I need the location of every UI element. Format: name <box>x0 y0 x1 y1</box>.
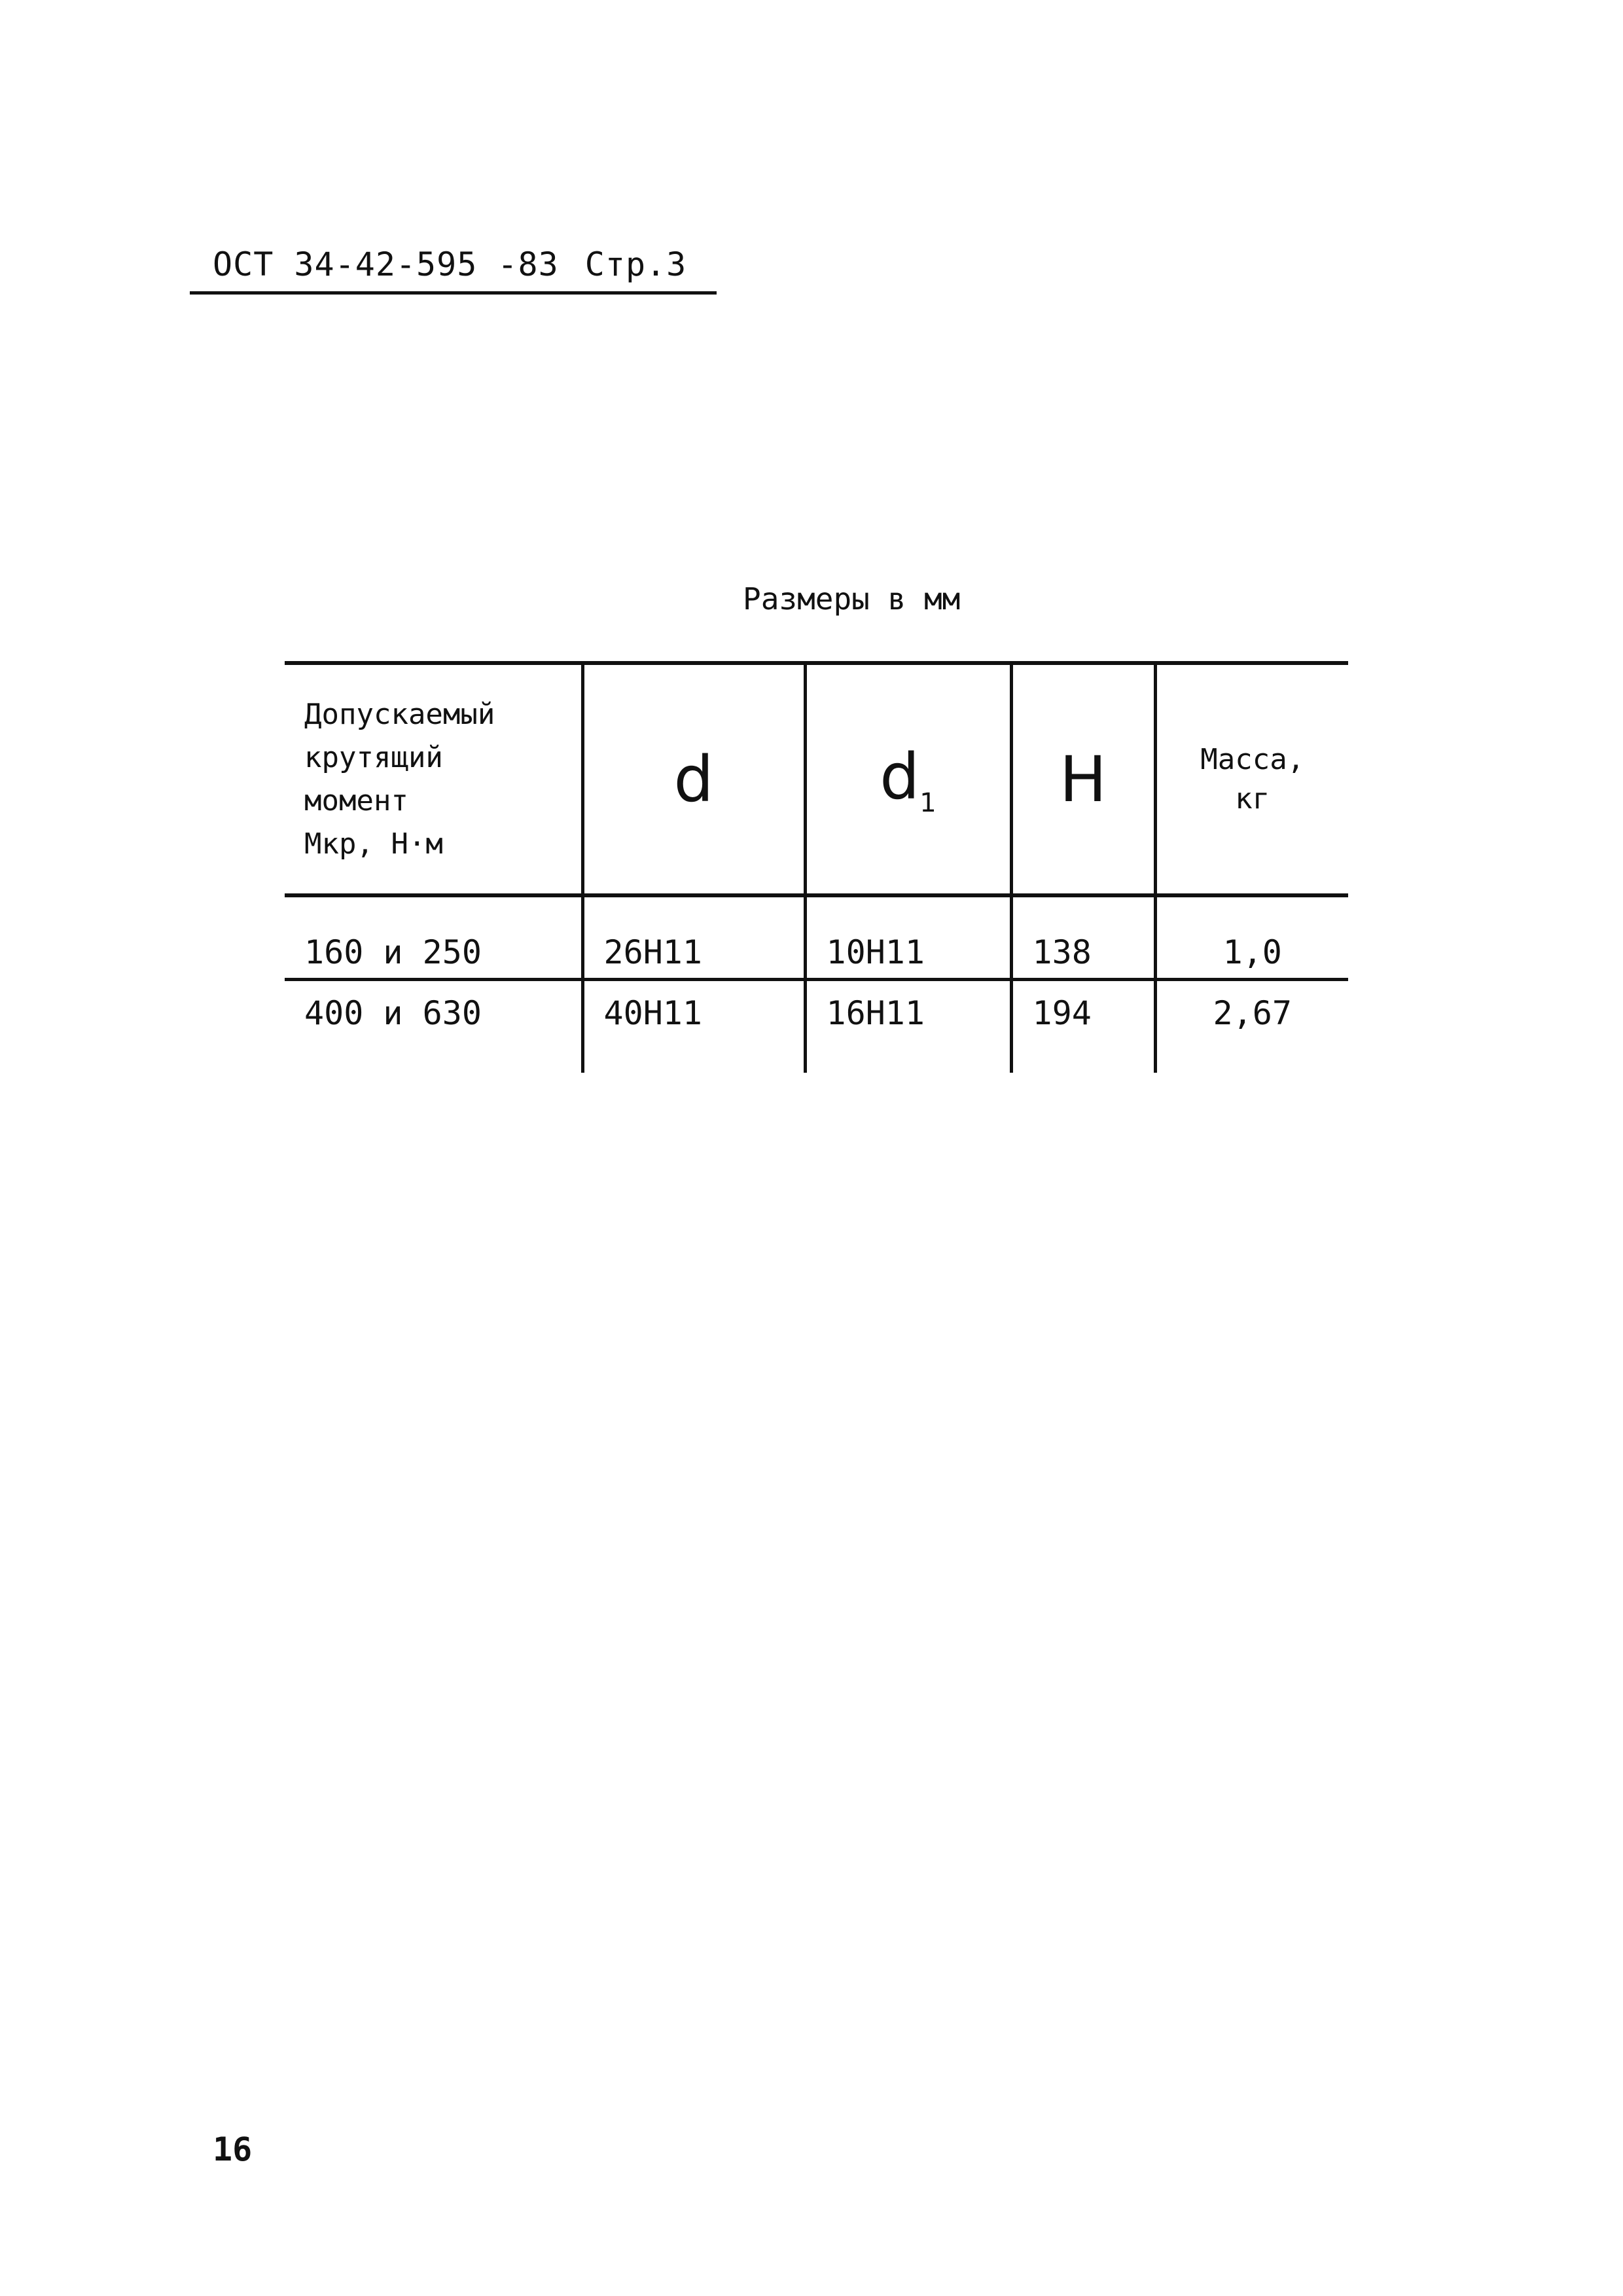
header-torque-line: момент <box>304 783 408 817</box>
header-mass-line: кг <box>1235 781 1270 816</box>
cell-d1: 16H11 <box>805 979 1011 1073</box>
header-mass-line: Масса, <box>1200 742 1305 776</box>
header-underline <box>190 291 717 295</box>
dimensions-table <box>285 661 1348 1073</box>
cell-torque: 160 и 250 <box>304 933 482 971</box>
table-row <box>285 979 1348 1073</box>
table-row <box>285 895 1348 979</box>
cell-d1: 10H11 <box>805 895 1011 979</box>
document-header <box>213 245 687 283</box>
header-d1-symbol: d <box>880 740 920 814</box>
header-torque <box>285 663 582 895</box>
header-d <box>582 663 805 895</box>
header-d1 <box>805 663 1011 895</box>
header-d-symbol: d <box>673 742 714 816</box>
cell-torque: 400 и 630 <box>304 994 482 1032</box>
cell-mass: 1,0 <box>1155 895 1348 979</box>
header-mass <box>1155 663 1348 895</box>
header-torque-line: Мкр, Н·м <box>304 827 443 861</box>
cell-mass: 2,67 <box>1155 979 1348 1073</box>
cell-d: 26H11 <box>582 895 805 979</box>
cell-d: 40H11 <box>582 979 805 1073</box>
page-reference: Стр.3 <box>584 245 687 283</box>
header-h-symbol: H <box>1059 742 1107 816</box>
header-torque-line: крутящий <box>304 740 443 774</box>
header-d1-subscript: 1 <box>919 788 936 819</box>
table-header-row <box>285 663 1348 895</box>
header-h <box>1011 663 1155 895</box>
units-note: Размеры в мм <box>743 581 961 617</box>
cell-h: 194 <box>1011 979 1155 1073</box>
cell-h: 138 <box>1011 895 1155 979</box>
header-torque-line: Допускаемый <box>304 697 495 731</box>
standard-designation: ОСТ 34-42-595 -83 <box>213 245 559 283</box>
page-number: 16 <box>213 2130 253 2168</box>
